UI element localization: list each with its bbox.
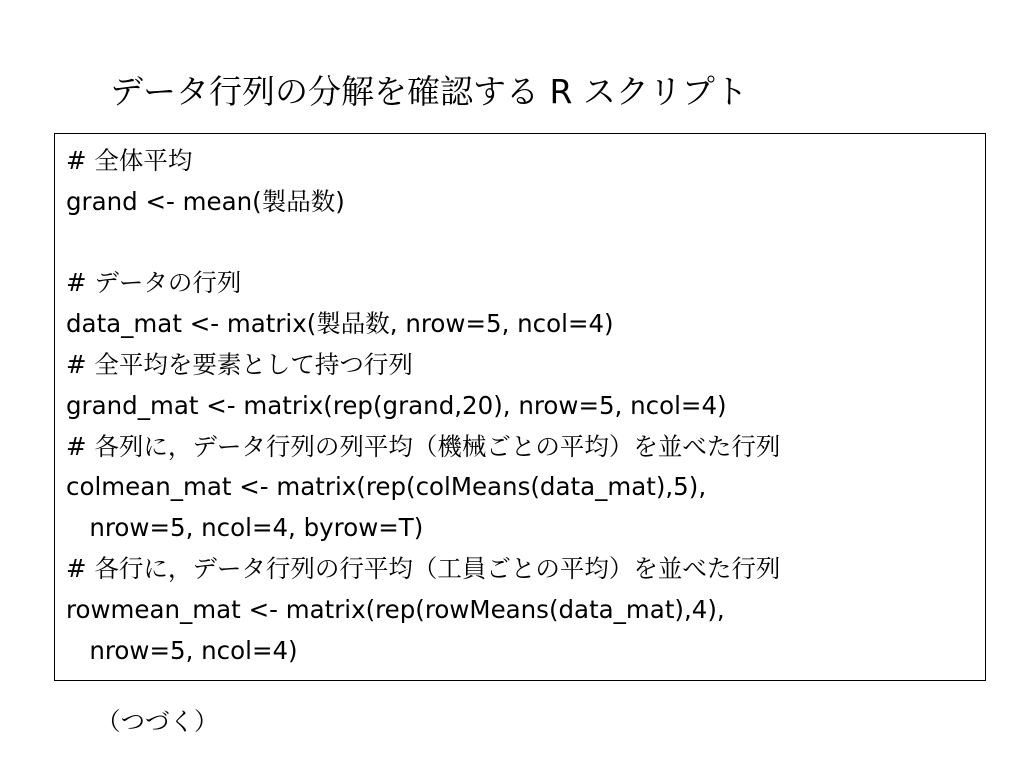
- code-line-grand-mat: grand_mat <- matrix(rep(grand,20), nrow=5, ncol=4): [66, 390, 727, 420]
- code-comment-colmean: # 各列に，データ行列の列平均（機械ごとの平均）を並べた行列: [66, 431, 781, 461]
- code-line-data-mat: data_mat <- matrix(製品数, nrow=5, ncol=4): [66, 309, 614, 339]
- code-comment-grand-matrix: # 全平均を要素として持つ行列: [66, 349, 413, 379]
- code-blank-line: [66, 223, 985, 264]
- code-block: [54, 133, 986, 681]
- code-line-rowmean-mat-cont: nrow=5, ncol=4): [66, 635, 298, 665]
- slide-title: データ行列の分解を確認する R スクリプト: [110, 72, 748, 111]
- code-comment-grand-mean: # 全体平均: [66, 146, 193, 175]
- code-line-grand: grand <- mean(製品数): [66, 186, 345, 216]
- code-comment-data-matrix: # データの行列: [66, 268, 242, 298]
- code-line-rowmean-mat: rowmean_mat <- matrix(rep(rowMeans(data_mat),4),: [66, 594, 725, 624]
- code-line-colmean-mat-cont: nrow=5, ncol=4, byrow=T): [66, 513, 424, 543]
- continue-note: （つづく）: [96, 707, 219, 736]
- code-comment-rowmean: # 各行に，データ行列の行平均（工員ごとの平均）を並べた行列: [66, 553, 781, 583]
- code-line-colmean-mat: colmean_mat <- matrix(rep(colMeans(data_mat),5),: [66, 472, 707, 502]
